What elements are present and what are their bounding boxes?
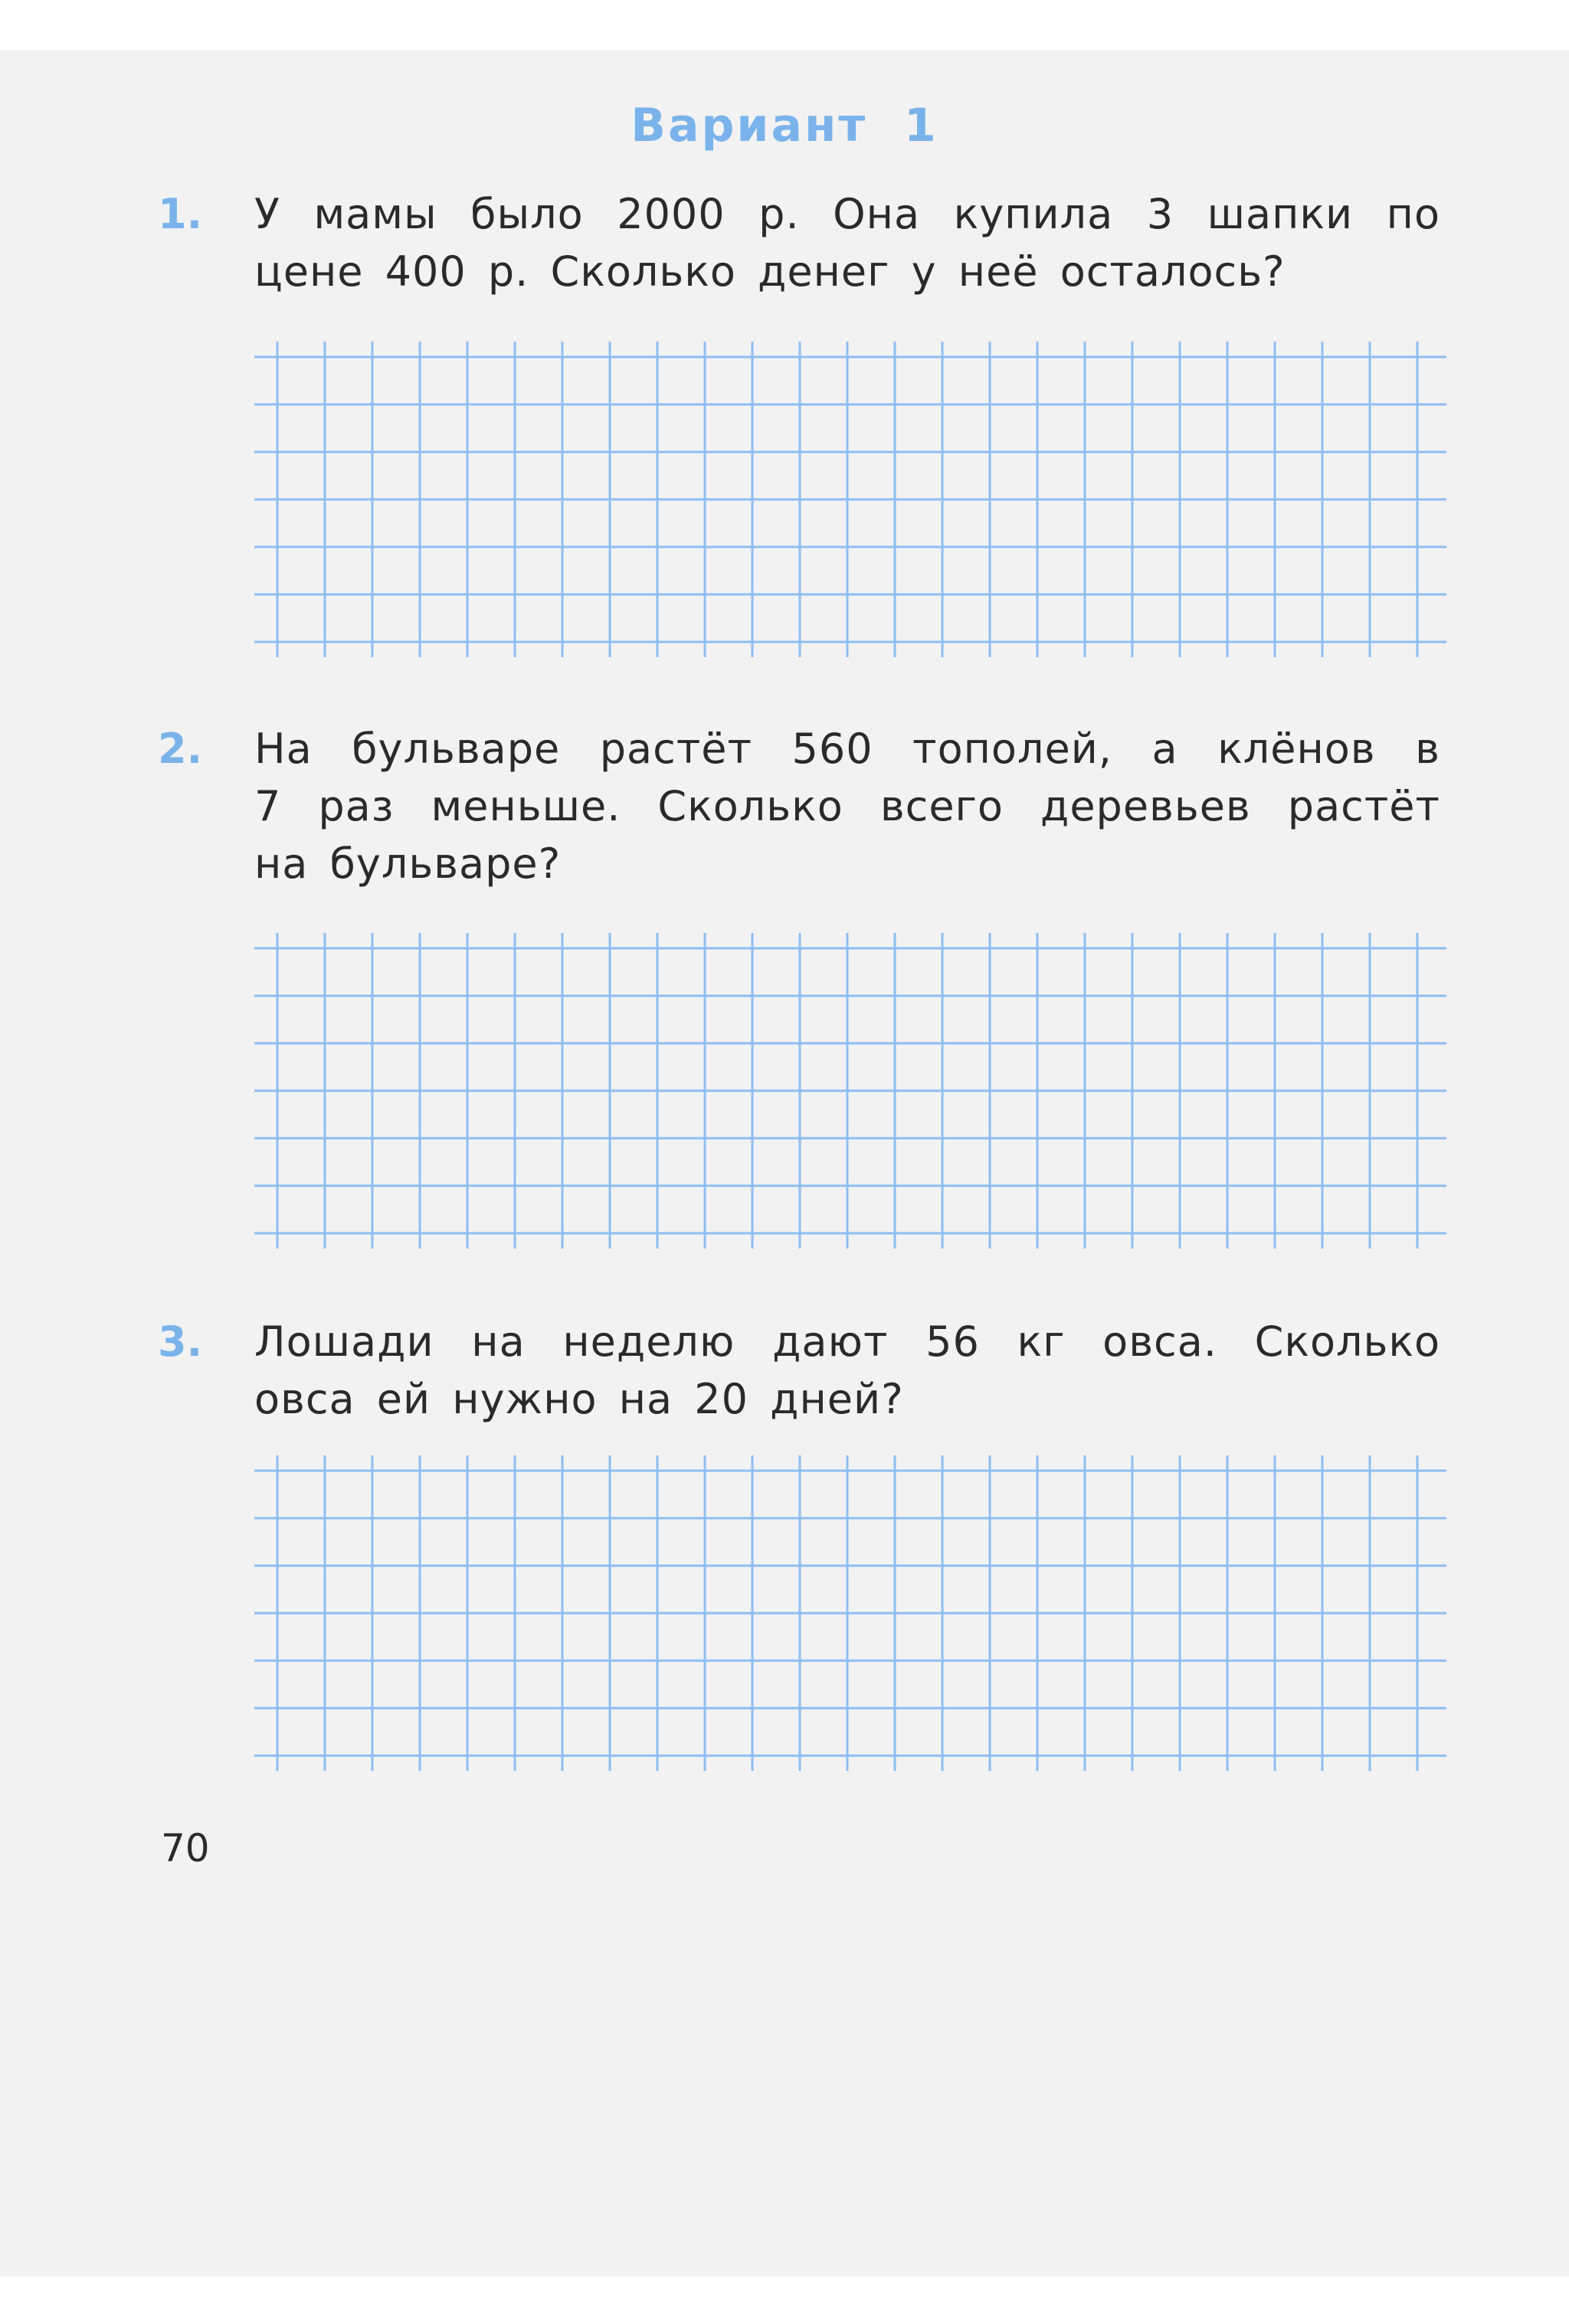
task-2-line-3: на бульваре? <box>254 840 562 888</box>
task-3-text <box>254 1313 1440 1428</box>
task-2-number: 2. <box>158 725 203 773</box>
task-3-line-1: Лошади на неделю дают 56 кг овса. Сколько <box>254 1317 1440 1366</box>
task-2-line-2: 7 раз меньше. Сколько всего деревьев растёт <box>254 782 1440 830</box>
task-1-text <box>254 185 1440 300</box>
task-3-line-2: овса ей нужно на 20 дней? <box>254 1375 904 1423</box>
task-3-answer-grid[interactable] <box>254 1455 1443 1771</box>
task-1-line-1: У мамы было 2000 р. Она купила 3 шапки по <box>254 190 1440 238</box>
page-title: Вариант 1 <box>631 99 938 152</box>
task-2-grid-lines <box>254 933 1448 1249</box>
task-1-line-2: цене 400 р. Сколько денег у неё осталось? <box>254 247 1286 296</box>
task-2-answer-grid[interactable] <box>254 933 1443 1249</box>
task-2-text <box>254 720 1440 892</box>
task-1-answer-grid[interactable] <box>254 342 1443 657</box>
task-3-number: 3. <box>158 1317 203 1366</box>
task-1-number: 1. <box>158 190 203 238</box>
page-number: 70 <box>161 1826 210 1871</box>
task-3-grid-lines <box>254 1455 1448 1771</box>
worksheet-page <box>0 51 1569 2277</box>
task-2-line-1: На бульваре растёт 560 тополей, а клёнов в <box>254 725 1440 773</box>
task-1-grid-lines <box>254 342 1448 657</box>
